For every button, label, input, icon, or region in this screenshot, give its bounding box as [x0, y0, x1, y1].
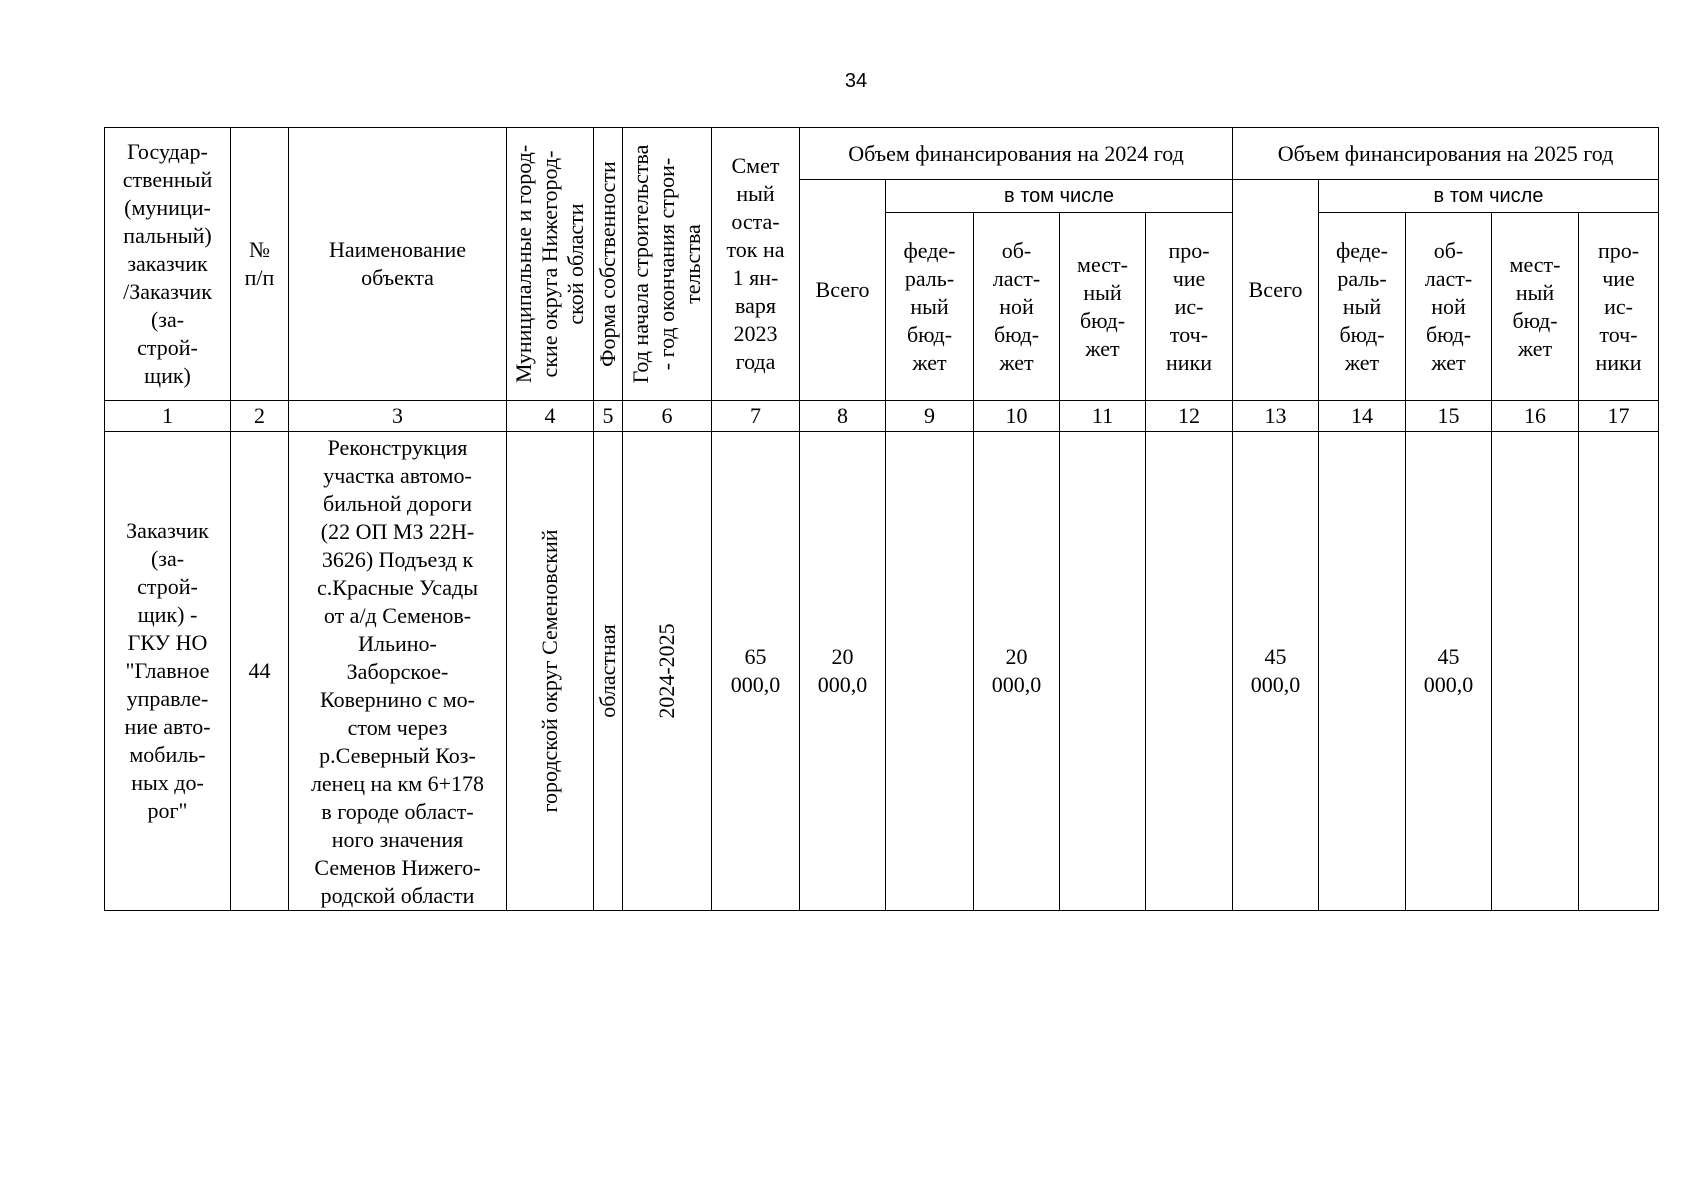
investment-program-table [104, 127, 1659, 911]
column-number-row [105, 401, 1659, 432]
header-local-2025: мест- ный бюд- жет [1492, 213, 1579, 401]
header-local-2024: мест- ный бюд- жет [1060, 213, 1146, 401]
row-ownership-text: областная [595, 624, 620, 718]
column-number: 17 [1579, 401, 1659, 432]
header-funding-2024: Объем финансирования на 2024 год [800, 128, 1233, 180]
column-number: 5 [594, 401, 623, 432]
header-other-2024: про- чие ис- точ- ники [1146, 213, 1233, 401]
column-number: 10 [974, 401, 1060, 432]
header-ownership [594, 128, 623, 401]
row-municipality-text: городской округ Семеновский [537, 529, 562, 813]
column-number: 8 [800, 401, 886, 432]
page-number: 34 [844, 70, 868, 92]
header-regional-2025: об- ласт- ной бюд- жет [1406, 213, 1492, 401]
row-years-text: 2024-2025 [654, 623, 679, 719]
row-number: 44 [231, 432, 289, 911]
header-total-2025: Всего [1233, 180, 1319, 401]
column-number: 11 [1060, 401, 1146, 432]
header-number: № п/п [231, 128, 289, 401]
header-funding-2025: Объем финансирования на 2025 год [1233, 128, 1659, 180]
row-federal-2024 [886, 432, 974, 911]
column-number: 6 [623, 401, 712, 432]
header-municipality-text: Муниципальные и город- ские округа Нижегород- ской области [511, 144, 588, 384]
header-years-text: Год начала строительства - год окончания строи- тельства [628, 144, 705, 384]
row-local-2024 [1060, 432, 1146, 911]
header-including-2024: в том числе [886, 180, 1233, 213]
row-municipality [507, 432, 594, 911]
header-regional-2024: об- ласт- ной бюд- жет [974, 213, 1060, 401]
row-local-2025 [1492, 432, 1579, 911]
header-ownership-text: Форма собственности [595, 161, 620, 367]
header-municipality [507, 128, 594, 401]
column-number: 14 [1319, 401, 1406, 432]
row-estimate: 65 000,0 [712, 432, 800, 911]
header-other-2025: про- чие ис- точ- ники [1579, 213, 1659, 401]
row-customer: Заказчик (за- строй- щик) - ГКУ НО "Главное управле- ние авто- мобиль- ных до- рог" [105, 432, 231, 911]
column-number: 3 [289, 401, 507, 432]
row-other-2024 [1146, 432, 1233, 911]
row-federal-2025 [1319, 432, 1406, 911]
table-row [105, 432, 1659, 911]
row-object-name: Реконструкция участка автомо- бильной дороги (22 ОП МЗ 22Н- 3626) Подъезд к с.Красные Усады от а/д Семенов- Ильино- Заборское- Ковернино с мо- стом через р.Северный Коз- ленец на км 6+178 в городе област- ного значения Семенов Нижего- родской области [289, 432, 507, 911]
header-object-name: Наименование объекта [289, 128, 507, 401]
column-number: 7 [712, 401, 800, 432]
row-total-2024: 20 000,0 [800, 432, 886, 911]
column-number: 4 [507, 401, 594, 432]
header-estimate: Смет ный оста- ток на 1 ян- варя 2023 года [712, 128, 800, 401]
column-number: 12 [1146, 401, 1233, 432]
header-customer: Государ- ственный (муници- пальный) заказчик /Заказчик (за- строй- щик) [105, 128, 231, 401]
header-federal-2025: феде- раль- ный бюд- жет [1319, 213, 1406, 401]
column-number: 1 [105, 401, 231, 432]
column-number: 13 [1233, 401, 1319, 432]
row-total-2025: 45 000,0 [1233, 432, 1319, 911]
header-total-2024: Всего [800, 180, 886, 401]
row-regional-2024: 20 000,0 [974, 432, 1060, 911]
header-federal-2024: феде- раль- ный бюд- жет [886, 213, 974, 401]
column-number: 16 [1492, 401, 1579, 432]
row-ownership [594, 432, 623, 911]
column-number: 15 [1406, 401, 1492, 432]
header-including-2025: в том числе [1319, 180, 1659, 213]
column-number: 2 [231, 401, 289, 432]
row-regional-2025: 45 000,0 [1406, 432, 1492, 911]
row-other-2025 [1579, 432, 1659, 911]
row-years [623, 432, 712, 911]
header-years [623, 128, 712, 401]
column-number: 9 [886, 401, 974, 432]
